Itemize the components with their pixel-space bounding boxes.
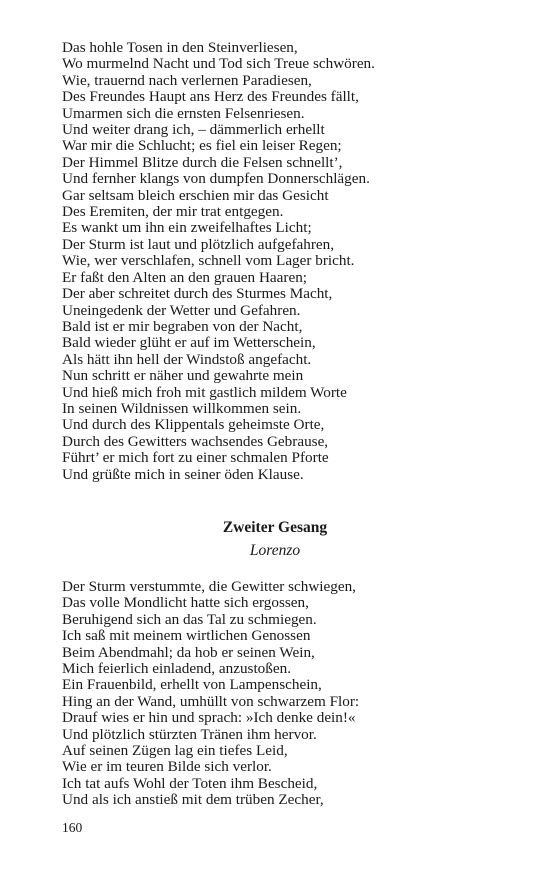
poem-line: Beim Abendmahl; da hob er seinen Wein, <box>62 643 315 661</box>
poem-line: Und hieß mich froh mit gastlich mildem Worte <box>62 383 347 401</box>
poem-line: Der Himmel Blitze durch die Felsen schnellt’, <box>62 153 343 171</box>
page-number: 160 <box>62 820 83 835</box>
poem-line: Hing an der Wand, umhüllt von schwarzem Flor: <box>62 692 360 710</box>
poem-line: Der Sturm ist laut und plötzlich aufgefahren, <box>62 235 335 253</box>
poem-line: Wo murmelnd Nacht und Tod sich Treue schwören. <box>62 55 375 73</box>
poem-line: Ich saß mit meinem wirtlichen Genossen <box>62 627 311 645</box>
poem-line: Und fernher klangs von dumpfen Donnerschlägen. <box>62 170 370 188</box>
poem-line: Ich tat aufs Wohl der Toten ihm Bescheid, <box>62 774 318 792</box>
poem-line: Das volle Mondlicht hatte sich ergossen, <box>62 594 309 612</box>
poem-line: Wie, trauernd nach verlernen Paradiesen, <box>62 71 312 89</box>
poem-line: War mir die Schlucht; es fiel ein leiser Regen; <box>62 137 342 155</box>
poem-line: Es wankt um ihn ein zweifelhaftes Licht; <box>62 219 312 237</box>
canto-subtitle: Lorenzo <box>249 542 301 559</box>
poem-line: Uneingedenk der Wetter und Gefahren. <box>62 301 301 319</box>
poem-line: Das hohle Tosen in den Steinverliesen, <box>62 39 298 56</box>
poem-line: In seinen Wildnissen willkommen sein. <box>62 399 302 417</box>
poem-line: Auf seinen Zügen lag ein tiefes Leid, <box>62 742 288 760</box>
poem-line: Durch des Gewitters wachsendes Gebrause, <box>62 432 329 450</box>
poem-line: Gar seltsam bleich erschien mir das Gesicht <box>62 186 329 204</box>
poem-line: Mich feierlich einladend, anzustoßen. <box>62 660 291 678</box>
poem-line: Als hätt ihn hell der Windstoß angefacht. <box>62 350 312 368</box>
poem-line: Drauf wies er hin und sprach: »Ich denke dein!« <box>62 709 356 727</box>
poem-line: Und weiter drang ich, – dämmerlich erhellt <box>62 121 325 139</box>
poem-line: Und durch des Klippentals geheimste Orte, <box>62 416 325 434</box>
poem-line: Umarmen sich die ernsten Felsenriesen. <box>62 104 305 122</box>
poem-stanza-first <box>62 40 502 483</box>
poem-line: Des Freundes Haupt ans Herz des Freundes fällt, <box>62 88 359 106</box>
poem-line: Ein Frauenbild, erhellt von Lampenschein, <box>62 676 322 694</box>
poem-line: Bald ist er mir begraben von der Nacht, <box>62 317 303 335</box>
poem-line: Bald wieder glüht er auf im Wetterschein, <box>62 334 316 352</box>
poem-line: Und plötzlich stürzten Tränen ihm hervor. <box>62 725 317 743</box>
canto-title: Zweiter Gesang <box>222 519 328 536</box>
poem-line: Wie er im teuren Bilde sich verlor. <box>62 758 272 776</box>
poem-stanza-second <box>62 579 502 809</box>
poem-line: Des Eremiten, der mir trat entgegen. <box>62 203 284 221</box>
poem-line: Beruhigend sich an das Tal zu schmiegen. <box>62 610 317 628</box>
poem-line: Und als ich anstieß mit dem trüben Zecher, <box>62 791 324 809</box>
poem-line: Der Sturm verstummte, die Gewitter schwiegen, <box>62 578 356 595</box>
poem-line: Wie, wer verschlafen, schnell vom Lager bricht. <box>62 252 355 270</box>
poem-line: Der aber schreitet durch des Sturmes Macht, <box>62 285 333 303</box>
poem-line: Nun schritt er näher und gewahrte mein <box>62 367 304 385</box>
poem-line: Er faßt den Alten an den grauen Haaren; <box>62 268 308 286</box>
poem-line: Führt’ er mich fort zu einer schmalen Pforte <box>62 449 329 467</box>
poem-line: Und grüßte mich in seiner öden Klause. <box>62 465 304 483</box>
